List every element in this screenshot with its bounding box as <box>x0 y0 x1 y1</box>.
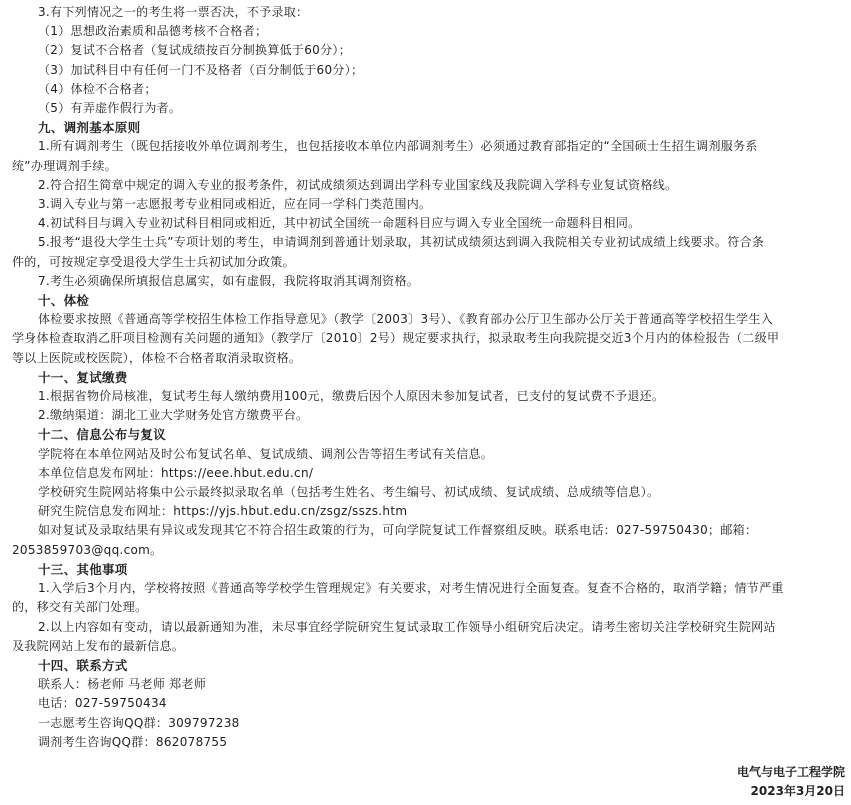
text-line: 3.调入专业与第一志愿报考专业相同或相近，应在同一学科门类范围内。 <box>38 197 432 212</box>
text-line: 联系人：杨老师 马老师 郑老师 <box>38 677 207 692</box>
section-heading: 十二、信息公布与复议 <box>38 427 167 443</box>
section-heading: 十、体检 <box>38 293 90 309</box>
section-heading: 十一、复试缴费 <box>38 369 128 385</box>
text-line: 学身体检查取消乙肝项目检测有关问题的通知》（教学厅〔2010〕2号）规定要求执行，拟录取考生向我院提交近3个月内的体检报告（二级甲 <box>12 331 780 346</box>
section-heading: 九、调剂基本原则 <box>38 120 141 136</box>
text-line: 4.初试科目与调入专业初试科目相同或相近，其中初试全国统一命题科目应与调入专业全国统一命题科目相同。 <box>38 216 641 231</box>
text-line: 3.有下列情况之一的考生将一票否决，不予录取： <box>38 5 309 19</box>
text-line: （3）加试科目中有任何一门不及格者（百分制低于60分）； <box>38 62 364 77</box>
text-line: 一志愿考生咨询QQ群：309797238 <box>38 715 240 730</box>
text-line: 5.报考“退役大学生士兵”专项计划的考生，申请调剂到普通计划录取，其初试成绩须达到调入我院相关专业初试成绩上线要求。符合条 <box>38 235 765 250</box>
section-heading: 十三、其他事项 <box>38 561 128 577</box>
text-line: 研究生院信息发布网址：https://yjs.hbut.edu.cn/zsgz/sszs.htm <box>38 504 408 519</box>
text-line: 2.以上内容如有变动，请以最新通知为准，未尽事宜经学院研究生复试录取工作领导小组研究后决定。请考生密切关注学校研究生院网站 <box>38 619 776 634</box>
text-line: 电话：027-59750434 <box>38 696 167 711</box>
text-line: 1.所有调剂考生（既包括接收外单位调剂考生，也包括接收本单位内部调剂考生）必须通过教育部指定的“全国硕士生招生调剂服务系 <box>38 139 758 154</box>
text-line: 1.根据省物价局核准，复试考生每人缴纳费用100元，缴费后因个人原因未参加复试者，已支付的复试费不予退还。 <box>38 389 665 404</box>
footer-date: 2023年3月20日 <box>750 784 845 798</box>
section-heading: 十四、联系方式 <box>38 657 128 673</box>
footer-organization: 电气与电子工程学院 <box>736 765 845 779</box>
text-line: 1.入学后3个月内，学校将按照《普通高等学校学生管理规定》有关要求，对考生情况进行全面复查。复查不合格的，取消学籍；情节严重 <box>38 581 784 596</box>
text-line: 及我院网站上发布的最新信息。 <box>12 638 185 653</box>
text-line: 本单位信息发布网址：https://eee.hbut.edu.cn/ <box>38 465 314 480</box>
text-line: 2.缴纳渠道：湖北工业大学财务处官方缴费平台。 <box>38 408 309 423</box>
text-line: （4）体检不合格者； <box>38 81 157 96</box>
document-text <box>12 3 843 752</box>
text-line: 学院将在本单位网站及时公布复试名单、复试成绩、调剂公告等招生考试有关信息。 <box>38 446 494 461</box>
text-line: 7.考生必须确保所填报信息属实，如有虚假，我院将取消其调剂资格。 <box>38 273 420 288</box>
text-line: （5）有弄虚作假行为者。 <box>38 101 182 116</box>
text-line: 统”办理调剂手续。 <box>12 158 117 173</box>
text-line: 调剂考生咨询QQ群：862078755 <box>38 734 228 749</box>
text-line: （1）思想政治素质和品德考核不合格者； <box>38 24 268 39</box>
text-line: （2）复试不合格者（复试成绩按百分制换算低于60分）； <box>38 43 352 58</box>
text-line: 的，移交有关部门处理。 <box>12 600 148 615</box>
text-line: 2.符合招生简章中规定的调入专业的报考条件，初试成绩须达到调出学科专业国家线及我院调入学科专业复试资格线。 <box>38 177 678 192</box>
text-line: 学校研究生院网站将集中公示最终拟录取名单（包括考生姓名、考生编号、初试成绩、复试成绩、总成绩等信息）。 <box>38 485 660 500</box>
text-line: 如对复试及录取结果有异议或发现其它不符合招生政策的行为，可向学院复试工作督察组反映。联系电话：027-59750430；邮箱： <box>38 523 758 538</box>
text-line: 2053859703@qq.com。 <box>12 542 163 557</box>
text-line: 体检要求按照《普通高等学校招生体检工作指导意见》（教学〔2003〕3号）、《教育部办公厅卫生部办公厅关于普通高等学校招生学生入 <box>38 312 774 327</box>
text-line: 等以上医院或校医院），体检不合格者取消录取资格。 <box>12 350 302 365</box>
text-line: 件的，可按规定享受退役大学生士兵初试加分政策。 <box>12 254 295 269</box>
